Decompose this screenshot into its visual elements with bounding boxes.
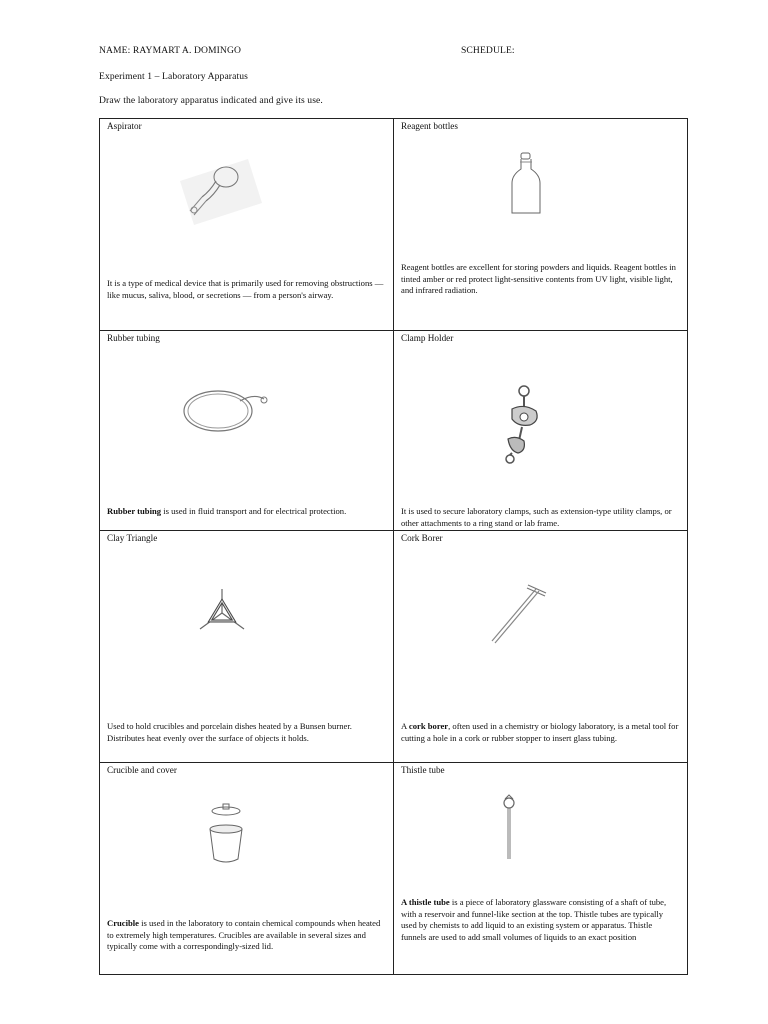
cell-title: Rubber tubing <box>107 333 160 343</box>
clamp-holder-image <box>494 377 554 469</box>
cell-title: Aspirator <box>107 121 142 131</box>
cell-description: It is used to secure laboratory clamps, such as extension-type utility clamps, or other attachments to a ring stand or lab frame. <box>401 506 672 528</box>
cell-description: A thistle tube is a piece of laboratory glassware consisting of a shaft of tube, with a reservoir and funnel-like section at the top. Thistle tubes are typically used by chemists to add liquid to an existing system or apparatus. Thistle funnels are used to add small volumes of liquids to an exact position <box>401 897 667 942</box>
cell-title: Clamp Holder <box>401 333 454 343</box>
cell-reagent-bottles <box>394 119 688 331</box>
schedule-label: SCHEDULE: <box>461 45 515 56</box>
cell-description: Rubber tubing is used in fluid transport and for electrical protection. <box>107 506 347 516</box>
cell-description: Used to hold crucibles and porcelain dishes heated by a Bunsen burner. Distributes heat evenly over the surface of objects it holds. <box>107 721 352 743</box>
apparatus-table <box>99 118 688 975</box>
cell-description: It is a type of medical device that is primarily used for removing obstructions — like mucus, saliva, blood, or secretions — from a person's airway. <box>107 278 384 300</box>
cell-title: Clay Triangle <box>107 533 158 543</box>
instructions: Draw the laboratory apparatus indicated and give its use. <box>99 95 323 106</box>
cell-title: Crucible and cover <box>107 765 177 775</box>
cell-clamp-holder <box>394 331 688 531</box>
aspirator-image <box>170 151 270 229</box>
crucible-image <box>204 801 248 869</box>
cell-clay-triangle <box>100 531 394 763</box>
cell-description: Reagent bottles are excellent for storing powders and liquids. Reagent bottles in tinted amber or red protect light-sensitive contents from UV light, visible light, and infrared radiation. <box>401 262 676 296</box>
experiment-title: Experiment 1 – Laboratory Apparatus <box>99 71 248 82</box>
cork-borer-image <box>486 577 556 647</box>
cell-description: Crucible is used in the laboratory to contain chemical compounds when heated to extremely high temperatures. Crucibles are available in several sizes and typically come with a correspondingly-sized lid. <box>107 918 381 952</box>
cell-title: Reagent bottles <box>401 121 458 131</box>
clay-triangle-image <box>194 583 250 643</box>
cell-aspirator <box>100 119 394 331</box>
reagent-bottle-image <box>506 149 546 219</box>
cell-crucible-and-cover <box>100 763 394 975</box>
cell-description: A cork borer, often used in a chemistry or biology laboratory, is a metal tool for cutting a hole in a cork or rubber stopper to insert glass tubing. <box>401 721 679 743</box>
cell-title: Cork Borer <box>401 533 443 543</box>
cell-rubber-tubing <box>100 331 394 531</box>
cell-thistle-tube <box>394 763 688 975</box>
cell-title: Thistle tube <box>401 765 445 775</box>
rubber-tubing-image <box>178 381 273 441</box>
student-name: NAME: RAYMART A. DOMINGO <box>99 45 242 56</box>
cell-cork-borer <box>394 531 688 763</box>
thistle-tube-image <box>494 793 524 863</box>
